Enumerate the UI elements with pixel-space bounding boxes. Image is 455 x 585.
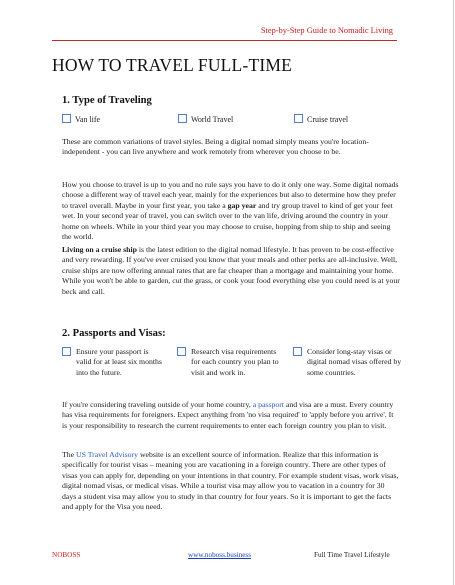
bold-term-cruise-ship: Living on a cruise ship [62,245,137,254]
checkbox-icon[interactable] [294,114,303,123]
page-title: HOW TO TRAVEL FULL-TIME [52,55,293,75]
text-run: and visa are a must. Every country has visa requirements for foreigners. Expect anything from 'no visa required' to 'apply before you arrive'. It is your responsibility to research the current requirements to enter each foreign country you plan to visit. [62,400,394,430]
paragraph-travel-styles: These are common variations of travel styles. Being a digital nomad simply means you're location-independent - you can live anywhere and work remotely from wherever you choose to be. [62,137,369,157]
text-run: and try group travel to kind of get your feet wet. In your second year of travel, you can switch over to the van life, driving around the country in your home on wheels. While in your third year you may choose to cruise, hopping from ship to ship and seeing the world. [62,200,393,242]
requirement-visa-research[interactable] [177,347,281,378]
checkbox-icon[interactable] [62,114,71,123]
header-title: Step-by-Step Guide to Nomadic Living [260,26,393,35]
checkbox-icon[interactable] [177,347,186,356]
text-run: is the latest edition to the digital nomad lifestyle. It has proven to be cost-effective and very rewarding. If you've ever cruised you know that your meals and other perks are all-inclusive. Well, cruise ships are now offering annual rates that are far cheaper than a mortgage and maintaining your home. While you won't be able to garden, cut the grass, or cook your food everything else you could need is at your beck and call. [62,245,400,296]
paragraph-cruise-ship [62,245,400,297]
paragraph-us-travel-advisory [62,450,400,512]
requirement-label: Ensure your passport is valid for at least six months into the future. [76,347,162,377]
footer-url-link[interactable]: www.noboss.business [188,551,252,559]
requirement-label: Consider long-stay visas or digital nomad visas offered by some countries. [307,347,402,377]
paragraph-how-you-travel [62,180,400,242]
bold-term-gap-year: gap year [227,200,257,210]
footer-title: Full Time Travel Lifestyle [314,551,390,559]
text-run: website is an excellent source of information. Realize that this information is specifically for tourist visas – meaning you are vacationing in a foreign country. There are other types of visas you can apply for, depending on your intentions in that country. For example student visas, work visas, digital nomad visas, or medical visas. While a tourist visa may allow you to vacation in a country for 30 days a student visa may allow you to study in that country for four years. So it is important to get the facts and apply for the Visa you need. [62,450,399,512]
paragraph-passport-visa [62,400,400,431]
option-label: Van life [75,115,101,124]
checkbox-icon[interactable] [293,347,302,356]
header-divider [52,40,397,41]
footer-brand: NOBOSS [52,551,81,559]
option-world-travel[interactable] [178,114,233,124]
link-us-travel-advisory[interactable]: US Travel Advisory [76,450,139,459]
requirement-label: Research visa requirements for each country you plan to visit and work in. [191,347,279,377]
checkbox-icon[interactable] [62,347,71,356]
option-cruise-travel[interactable] [294,114,348,124]
requirement-long-stay-visa[interactable] [293,347,403,378]
text-run: How you choose to travel is up to you and no rule says you have to do it only one way. Some digital nomads choose a different way of travel each year, mainly for the experiences but also to determine how they prefer to travel overall. Maybe in your first year, you take a [62,180,399,210]
section-heading-passports-visas: 2. Passports and Visas: [62,328,166,339]
requirement-passport[interactable] [62,347,162,378]
checkbox-icon[interactable] [178,114,187,123]
text-run: If you're considering traveling outside of your home country, [62,400,253,409]
option-label: Cruise travel [307,115,349,124]
option-label: World Travel [191,115,234,124]
section-heading-type-of-traveling: 1. Type of Traveling [62,95,152,106]
option-van-life[interactable] [62,114,100,124]
text-run: The [62,450,76,459]
link-passport[interactable]: a passport [252,400,284,409]
